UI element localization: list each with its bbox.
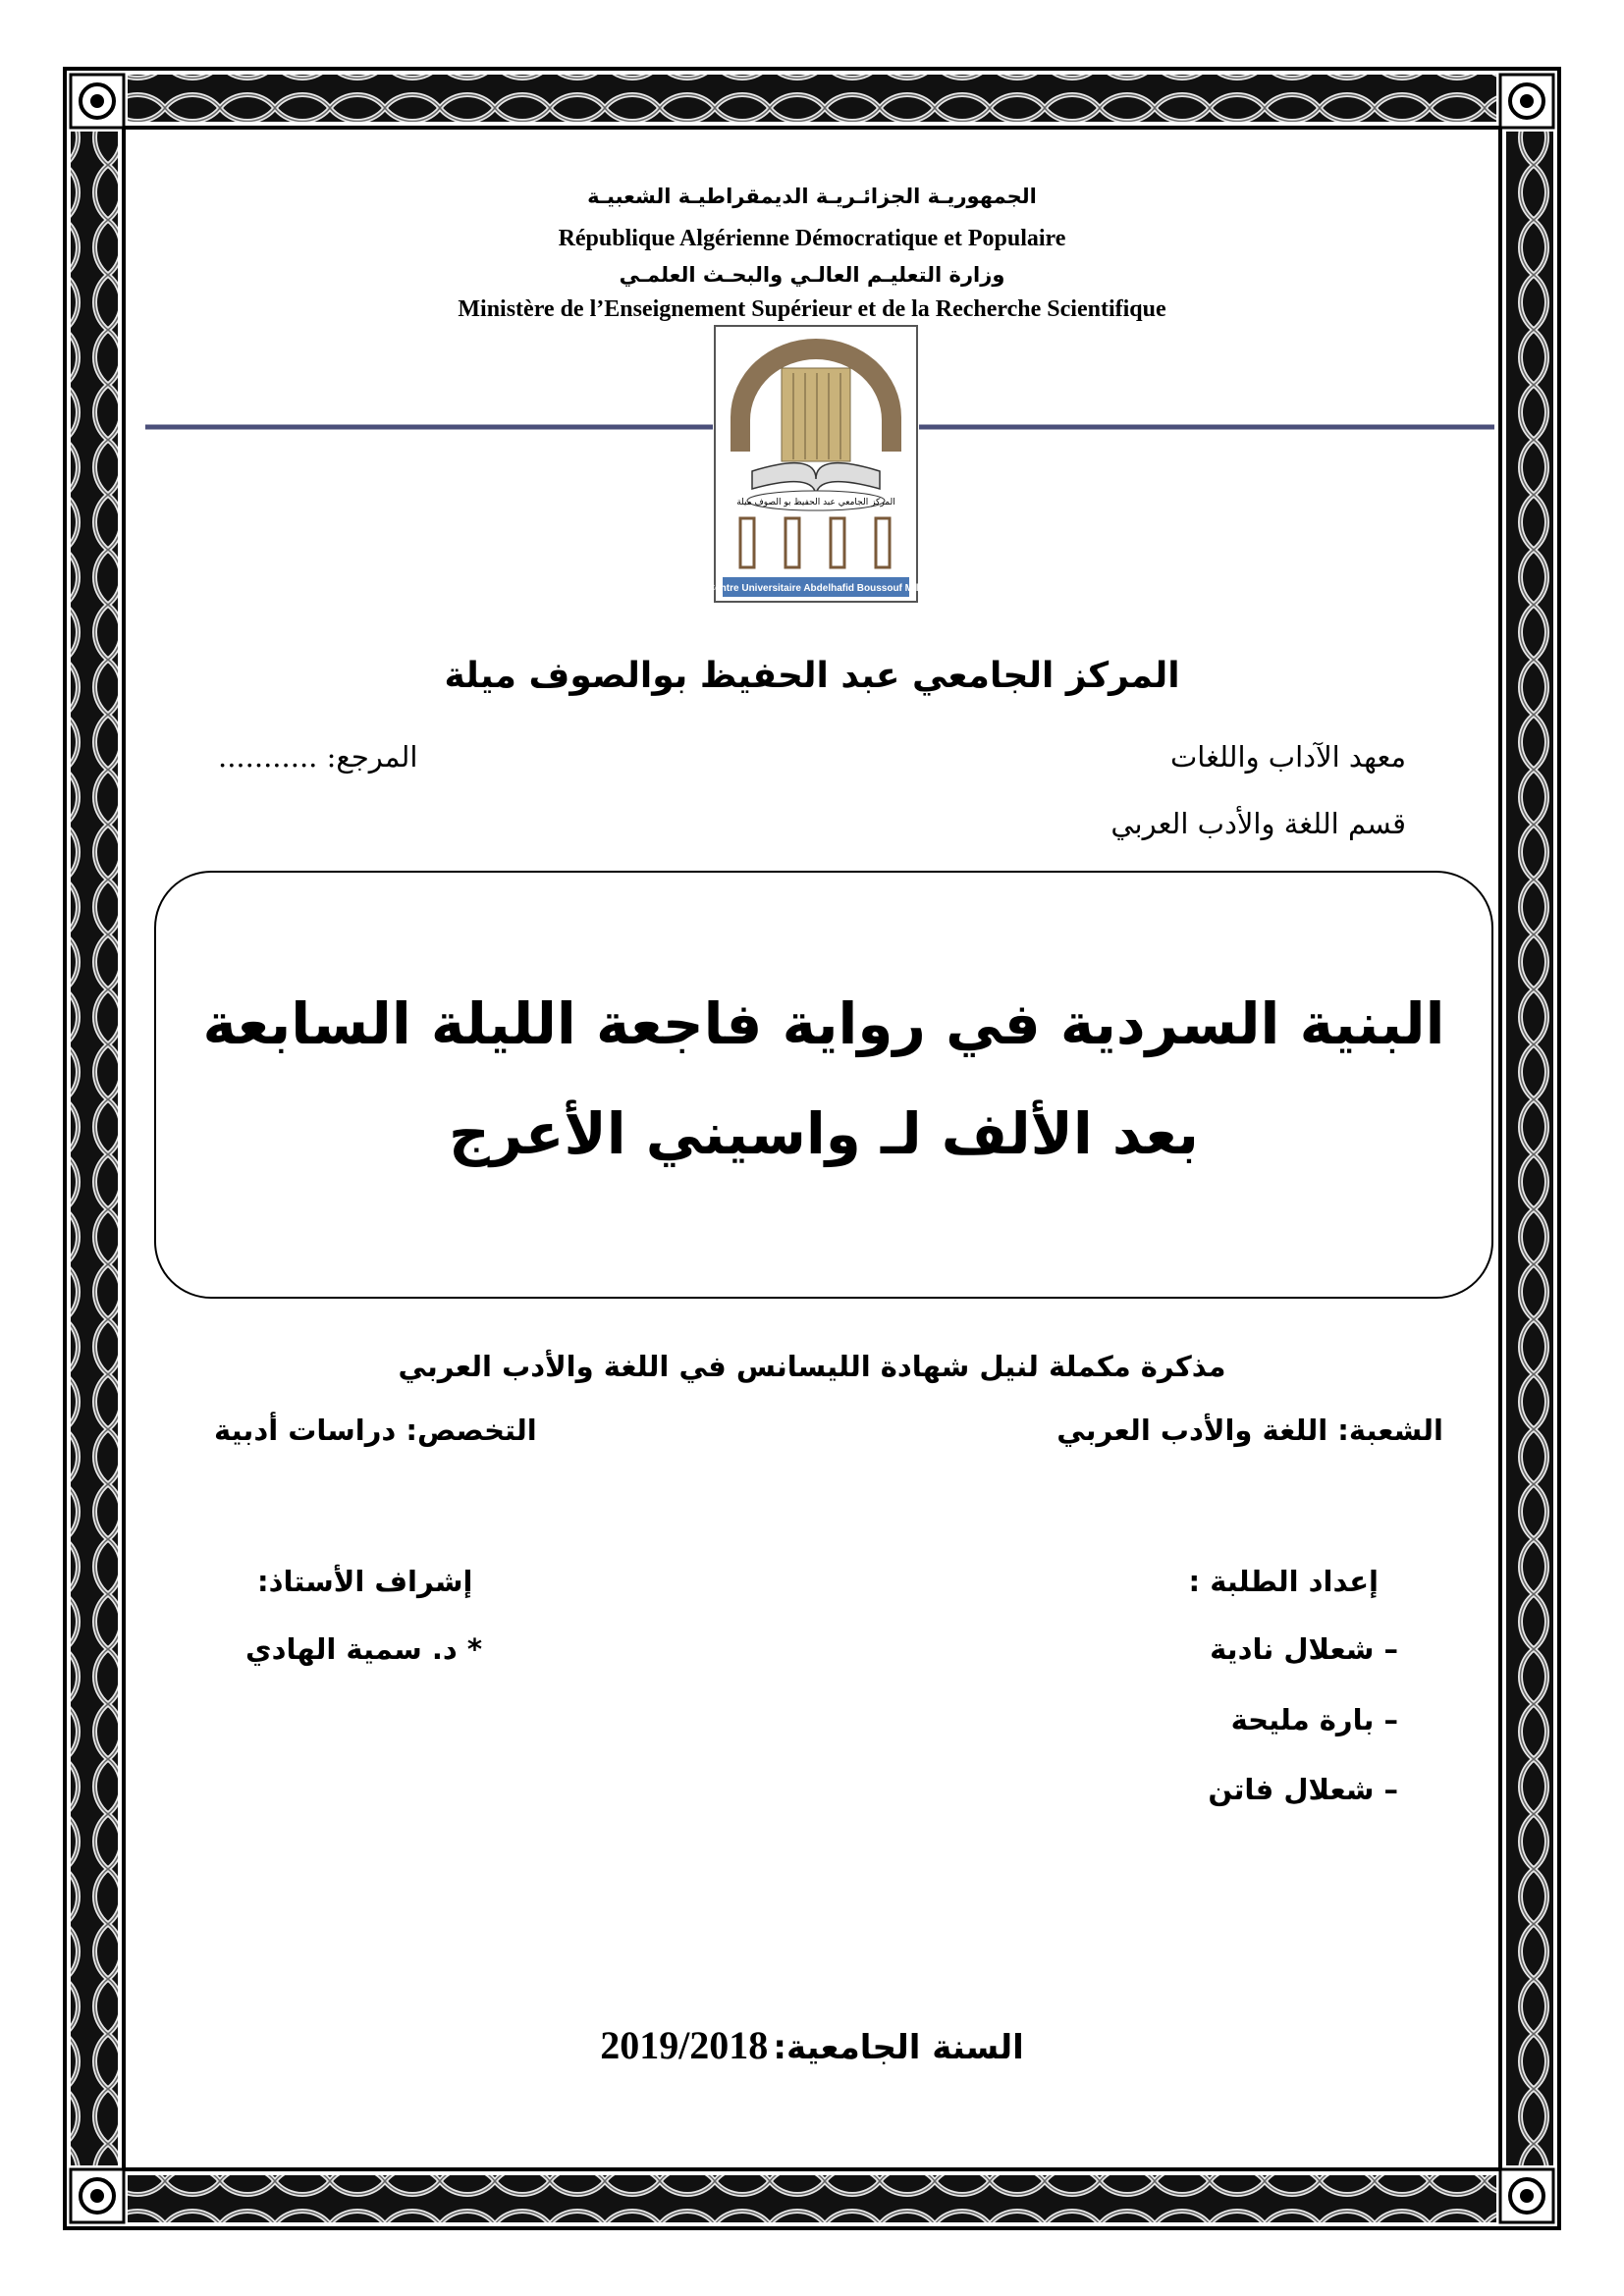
- academic-year: [0, 2022, 1624, 2068]
- ministry-french: Ministère de l’Enseignement Supérieur et de la Recherche Scientifique: [458, 296, 1166, 322]
- student-name: – بارة مليحة: [1230, 1703, 1398, 1736]
- memo-statement: مذكرة مكملة لنيل شهادة الليسانس في اللغة والأدب العربي: [398, 1350, 1226, 1383]
- thesis-title-line-1: البنية السردية في رواية فاجعة الليلة السابعة: [202, 990, 1445, 1057]
- branch-field: الشعبة: اللغة والأدب العربي: [1056, 1414, 1443, 1447]
- thesis-title-box: [154, 871, 1493, 1299]
- student-name: – شعلال نادية: [1210, 1632, 1398, 1666]
- thesis-title-line-2: بعد الألف لـ واسيني الأعرج: [449, 1100, 1199, 1167]
- corner-ornament-icon: [71, 75, 124, 128]
- academic-year-value: 2019/2018: [600, 2023, 769, 2067]
- specialty-field: التخصص: دراسات أدبية: [214, 1414, 537, 1447]
- logo-caption-french: Centre Universitaire Abdelhafid Boussouf Mila: [713, 583, 919, 594]
- logo-caption-arabic: المركز الجامعي عبد الحفيظ بو الصوف ميلة: [736, 498, 895, 507]
- university-building-logo-icon: [713, 324, 919, 604]
- supervisor-heading: إشراف الأستاذ:: [257, 1565, 473, 1598]
- republic-arabic: الجمهوريـة الجزائـريـة الديمقراطيـة الشعبيـة: [587, 185, 1037, 208]
- university-name: المركز الجامعي عبد الحفيظ بوالصوف ميلة: [444, 656, 1180, 696]
- ministry-arabic: وزارة التعليـم العالـي والبحـث العلمـي: [619, 263, 1005, 287]
- institute-name: معهد الآداب واللغات: [1169, 740, 1406, 774]
- academic-year-label: السنة الجامعية:: [773, 2028, 1024, 2067]
- supervisor-name: * د. سمية الهادي: [245, 1632, 483, 1666]
- department-name: قسم اللغة والأدب العربي: [1110, 807, 1406, 840]
- student-name: – شعلال فاتن: [1208, 1773, 1398, 1806]
- reference-number: المرجع: ...........: [218, 740, 418, 774]
- students-heading: إعداد الطلبة :: [1188, 1565, 1379, 1598]
- republic-french: République Algérienne Démocratique et Populaire: [558, 226, 1066, 251]
- university-logo: [713, 324, 919, 604]
